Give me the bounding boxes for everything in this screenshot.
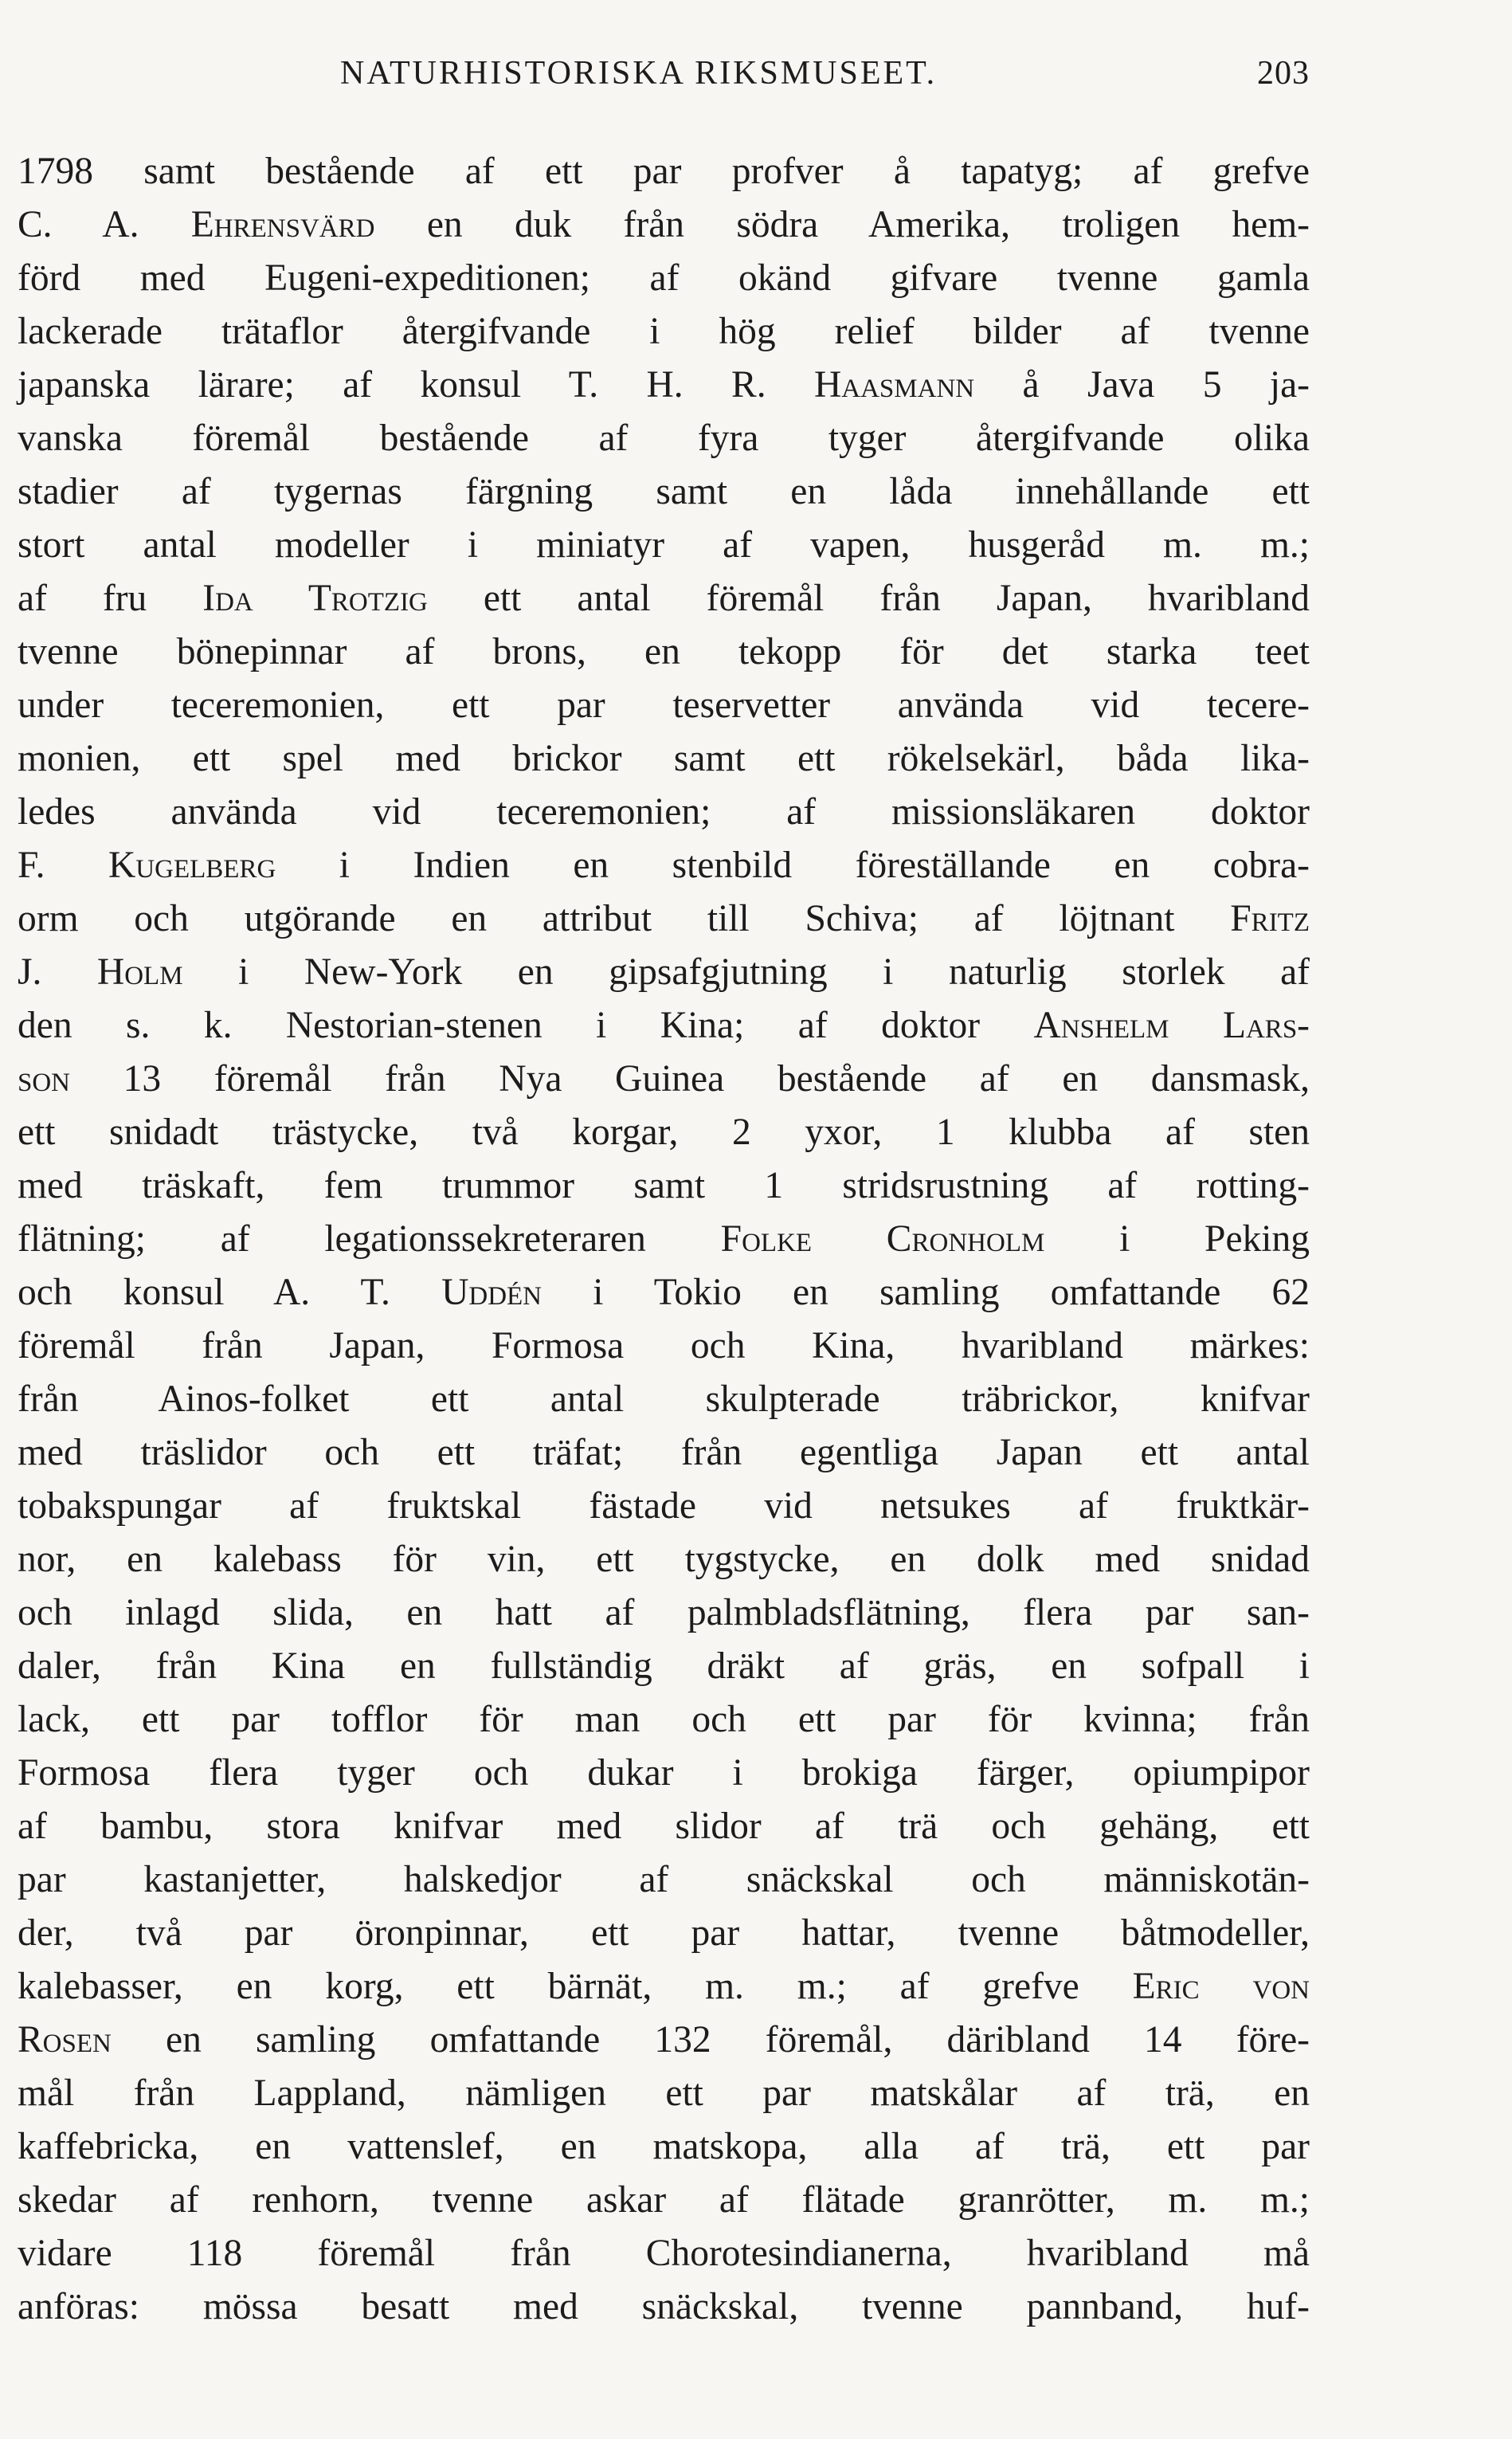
text-run: tvenne bönepinnar af brons, en tekopp för det starka teet [18,631,1310,672]
text-line [18,519,1310,572]
text-line [18,2280,1310,2334]
text-run: nor, en kalebass för vin, ett tygstycke, en dolk med snidad [18,1539,1310,1580]
text-run: lackerade trätaflor återgifvande i hög relief bilder af tvenne [18,311,1310,352]
text-line [18,1159,1310,1213]
text-run: orm och utgörande en attribut till Schiva; af löjtnant [18,898,1231,939]
text-line [18,2067,1310,2120]
text-line [18,145,1310,198]
text-run: med träslidor och ett träfat; från egentliga Japan ett antal [18,1432,1310,1473]
text-line [18,1800,1310,1853]
text-line [18,305,1310,359]
text-run: J. [18,951,97,993]
text-line [18,1426,1310,1480]
text-line [18,999,1310,1053]
text-run: vidare 118 föremål från Chorotesindianerna, hvaribland må [18,2233,1310,2274]
text-run: flätning; af legationssekreteraren [18,1218,721,1260]
text-run: en duk från södra Amerika, troligen hem- [374,204,1310,245]
text-line [18,1480,1310,1533]
text-run: F. [18,845,108,886]
text-line [18,1213,1310,1266]
text-run: i Peking [1044,1218,1310,1260]
text-run: 13 föremål från Nya Guinea bestående af en dansmask, [70,1058,1310,1100]
text-run: en samling omfattande 132 föremål, däribland 14 före- [111,2019,1310,2061]
text-run: i New-York en gipsafgjutning i naturlig storlek af [182,951,1310,993]
text-run: den s. k. Nestorian-stenen i Kina; af doktor [18,1005,1034,1046]
body-text [18,145,1310,2334]
page-number: 203 [1257,55,1310,92]
text-line [18,359,1310,412]
text-line [18,679,1310,732]
text-line [18,839,1310,892]
text-line [18,732,1310,786]
text-run: ett antal föremål från Japan, hvaribland [427,578,1310,619]
book-page [18,48,1310,2334]
text-line [18,1960,1310,2014]
text-line [18,1853,1310,1907]
text-run: C. A. [18,204,191,245]
text-line [18,572,1310,625]
text-run: af bambu, stora knifvar med slidor af trä och gehäng, ett [18,1806,1310,1847]
text-run: mål från Lappland, nämligen ett par matskålar af trä, en [18,2072,1310,2114]
text-line [18,2120,1310,2174]
text-run: stort antal modeller i miniatyr af vapen, husgeråd m. m.; [18,524,1310,566]
text-run: ett snidadt trästycke, två korgar, 2 yxor, 1 klubba af sten [18,1112,1310,1153]
name-smallcaps: Uddén [441,1272,543,1313]
text-run: Formosa flera tyger och dukar i brokiga färger, opiumpipor [18,1752,1310,1794]
text-line [18,412,1310,465]
text-line [18,1907,1310,1960]
text-line [18,786,1310,839]
text-run: skedar af renhorn, tvenne askar af flätade granrötter, m. m.; [18,2179,1310,2221]
name-smallcaps: Rosen [18,2019,112,2061]
text-line [18,2014,1310,2067]
text-line [18,1586,1310,1640]
text-run: lack, ett par tofflor för man och ett par för kvinna; från [18,1699,1310,1740]
text-line [18,1106,1310,1159]
text-line [18,1693,1310,1747]
text-line [18,946,1310,999]
text-line [18,1266,1310,1319]
text-run: 1798 samt bestående af ett par profver å tapatyg; af grefve [18,151,1310,192]
text-run: der, två par öronpinnar, ett par hattar, tvenne båtmodeller, [18,1912,1310,1954]
text-run: med träskaft, fem trummor samt 1 stridsrustning af rotting- [18,1165,1310,1206]
name-smallcaps: Anshelm Lars- [1033,1005,1310,1046]
text-run: och konsul A. T. [18,1272,442,1313]
text-run: stadier af tygernas färgning samt en låda innehållande ett [18,471,1310,512]
text-run: och inlagd slida, en hatt af palmbladsflätning, flera par san- [18,1592,1310,1633]
name-smallcaps: Eric von [1132,1966,1310,2007]
text-line [18,465,1310,519]
text-line [18,892,1310,946]
text-run: i Tokio en samling omfattande 62 [542,1272,1310,1313]
text-line [18,2174,1310,2227]
name-smallcaps: Ehrensvärd [190,204,375,245]
text-line [18,1373,1310,1426]
text-run: par kastanjetter, halskedjor af snäckskal och människotän- [18,1859,1310,1900]
running-title: NATURHISTORISKA RIKSMUSEET. [340,55,938,92]
name-smallcaps: Folke Cronholm [720,1218,1045,1260]
text-run: tobakspungar af fruktskal fästade vid netsukes af fruktkär- [18,1485,1310,1527]
text-run: af fru [18,578,203,619]
running-header [18,48,1310,104]
text-run: under teceremonien, ett par teservetter använda vid tecere- [18,684,1310,726]
text-line [18,1319,1310,1373]
text-run: föremål från Japan, Formosa och Kina, hvaribland märkes: [18,1325,1310,1367]
text-run: vanska föremål bestående af fyra tyger återgifvande olika [18,418,1310,459]
name-smallcaps: Ida Trotzig [202,578,428,619]
text-run: i Indien en stenbild föreställande en cobra- [276,845,1310,886]
name-smallcaps: son [18,1058,71,1100]
text-run: anföras: mössa besatt med snäckskal, tvenne pannband, huf- [18,2286,1310,2327]
text-line [18,1533,1310,1586]
text-line [18,252,1310,305]
text-line [18,1053,1310,1106]
text-line [18,625,1310,679]
text-run: förd med Eugeni-expeditionen; af okänd gifvare tvenne gamla [18,257,1310,299]
text-run: kaffebricka, en vattenslef, en matskopa, alla af trä, ett par [18,2126,1310,2167]
name-smallcaps: Kugelberg [108,845,276,886]
text-line [18,1640,1310,1693]
name-smallcaps: Fritz [1230,898,1310,939]
text-run: monien, ett spel med brickor samt ett rökelsekärl, båda lika- [18,738,1310,779]
text-run: å Java 5 ja- [974,364,1310,406]
text-run: japanska lärare; af konsul T. H. R. [18,364,814,406]
name-smallcaps: Holm [96,951,183,993]
text-run: daler, från Kina en fullständig dräkt af gräs, en sofpall i [18,1645,1310,1687]
text-line [18,1747,1310,1800]
text-run: ledes använda vid teceremonien; af missionsläkaren doktor [18,791,1310,833]
text-run: från Ainos-folket ett antal skulpterade träbrickor, knifvar [18,1378,1310,1420]
name-smallcaps: Haasmann [813,364,975,406]
text-line [18,2227,1310,2280]
text-run: kalebasser, en korg, ett bärnät, m. m.; af grefve [18,1966,1133,2007]
text-line [18,198,1310,252]
